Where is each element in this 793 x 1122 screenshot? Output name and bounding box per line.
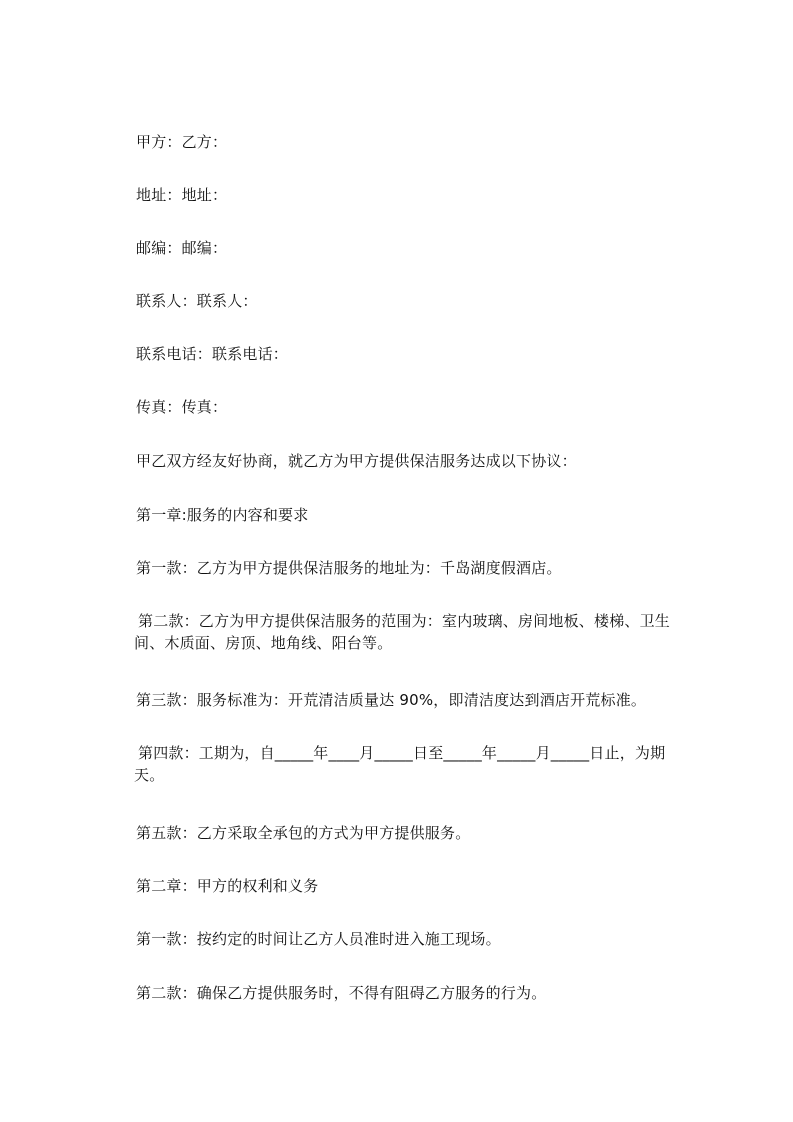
ch1-clause-5: 第五款：乙方采取全承包的方式为甲方提供服务。 (136, 824, 471, 842)
contact-person-line: 联系人：联系人： (136, 292, 258, 310)
ch1-clause-4-line-1: 第四款：工期为，自_____年____月_____日至_____年_____月_____日止，为期 (138, 744, 666, 762)
contact-phone-line: 联系电话：联系电话： (136, 345, 289, 363)
ch2-clause-1: 第一款：按约定的时间让乙方人员准时进入施工现场。 (136, 930, 501, 948)
agreement-intro: 甲乙双方经友好协商，就乙方为甲方提供保洁服务达成以下协议： (136, 452, 577, 470)
postcode-line: 邮编：邮编： (136, 239, 228, 257)
ch1-clause-2 (136, 610, 706, 654)
ch2-clause-2: 第二款：确保乙方提供服务时，不得有阻碍乙方服务的行为。 (136, 984, 547, 1002)
ch1-clause-1: 第一款：乙方为甲方提供保洁服务的地址为：千岛湖度假酒店。 (136, 559, 562, 577)
ch1-clause-4 (136, 742, 706, 786)
party-names-line: 甲方：乙方： (136, 133, 228, 151)
fax-line: 传真：传真： (136, 398, 228, 416)
ch1-clause-3: 第三款：服务标准为：开荒清洁质量达 90%，即清洁度达到酒店开荒标准。 (136, 691, 647, 709)
chapter-2-heading: 第二章：甲方的权利和义务 (136, 877, 319, 895)
address-line: 地址：地址： (136, 186, 228, 204)
chapter-1-heading: 第一章:服务的内容和要求 (136, 506, 309, 524)
ch1-clause-4-line-2: 天。 (134, 766, 165, 784)
ch1-clause-2-line-2: 间、木质面、房顶、地角线、阳台等。 (134, 634, 393, 652)
ch1-clause-2-line-1: 第二款：乙方为甲方提供保洁服务的范围为：室内玻璃、房间地板、楼梯、卫生 (138, 612, 671, 630)
